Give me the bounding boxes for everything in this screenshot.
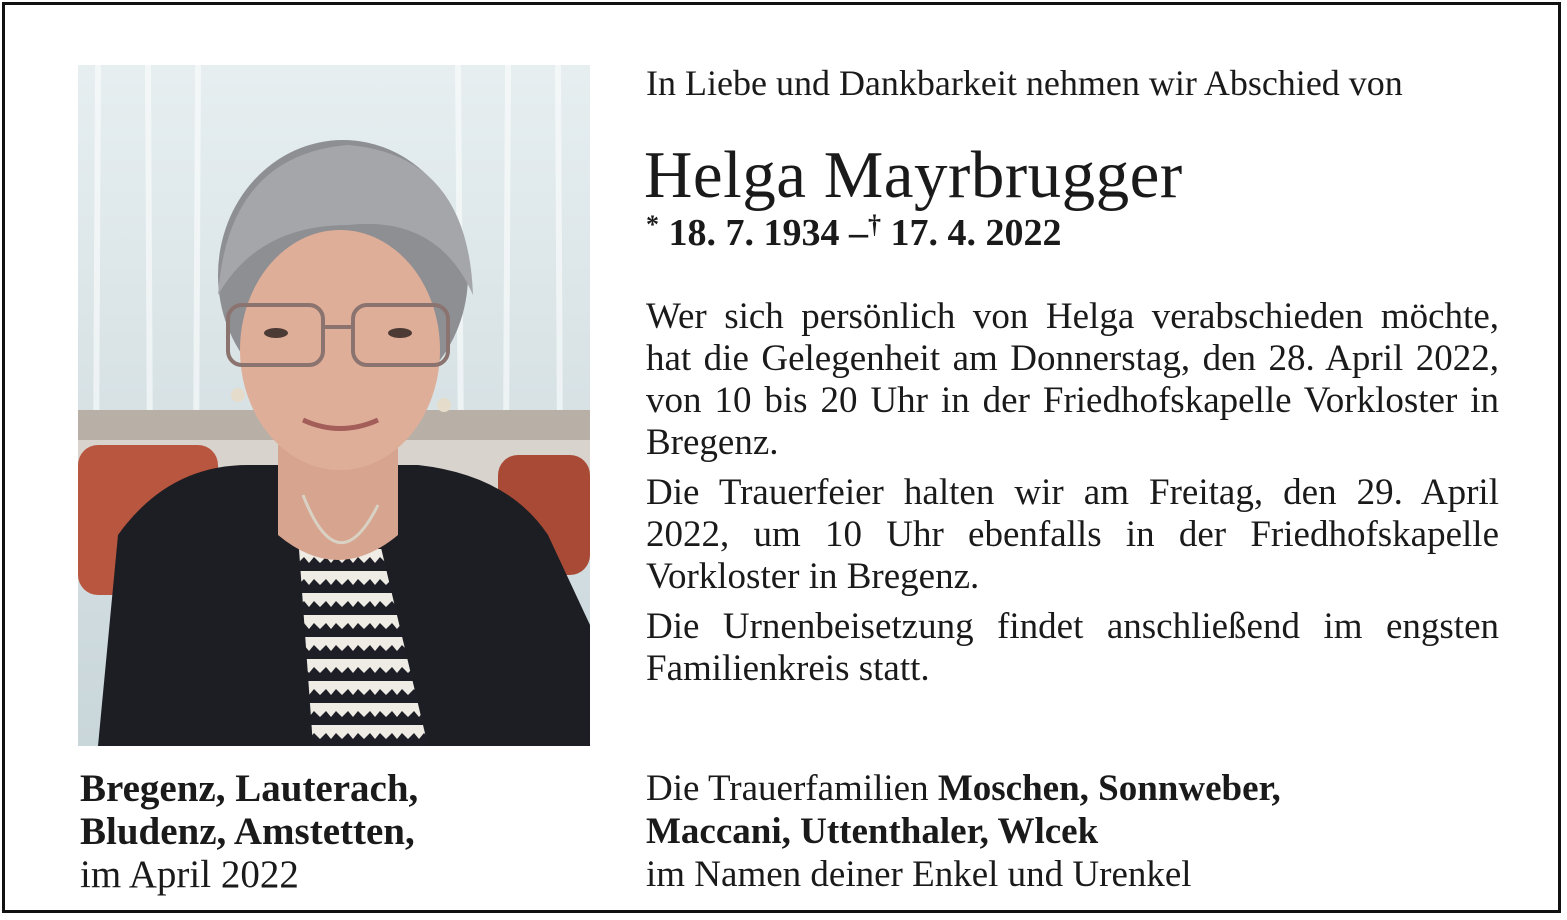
portrait-photo (78, 65, 590, 746)
death-symbol: † (868, 210, 881, 239)
intro-line: In Liebe und Dankbarkeit nehmen wir Abschied von (646, 63, 1403, 103)
families-signature (646, 767, 1526, 896)
farewell-paragraph: Wer sich persönlich von Helga verabschieden möchte, hat die Gelegenheit am Donnerstag, den 28. April 2022, von 10 bis 20 Uhr in der Friedhofskapelle Vorkloster in Bregenz. (646, 296, 1499, 463)
family-names-2: Maccani, Uttenthaler, Wlcek (646, 811, 1099, 852)
date-separator: – (849, 212, 868, 254)
deceased-name: Helga Mayrbrugger (644, 138, 1183, 212)
date-line: im April 2022 (80, 853, 299, 896)
families-closing: im Namen deiner Enkel und Urenkel (646, 854, 1192, 895)
portrait-illustration (78, 65, 590, 746)
ceremony-paragraph: Die Trauerfeier halten wir am Freitag, den 29. April 2022, um 10 Uhr ebenfalls in der Friedhofskapelle Vorkloster in Bregenz. (646, 472, 1499, 597)
families-line-1 (646, 767, 1526, 810)
obituary-text-column (646, 61, 1499, 690)
life-dates (646, 210, 1499, 254)
place-line-1: Bregenz, Lauterach, (80, 767, 419, 810)
place-and-date-caption (80, 767, 600, 896)
place-line-2: Bludenz, Amstetten, (80, 810, 415, 853)
families-prefix: Die Trauerfamilien (646, 768, 938, 809)
obituary-frame (2, 2, 1561, 913)
death-date: 17. 4. 2022 (890, 212, 1062, 254)
family-names-1: Moschen, Sonnweber, (937, 768, 1281, 809)
birth-date: 18. 7. 1934 (668, 212, 840, 254)
urn-burial-paragraph: Die Urnenbeisetzung findet anschließend im engsten Familienkreis statt. (646, 606, 1499, 689)
birth-symbol: * (646, 210, 659, 239)
